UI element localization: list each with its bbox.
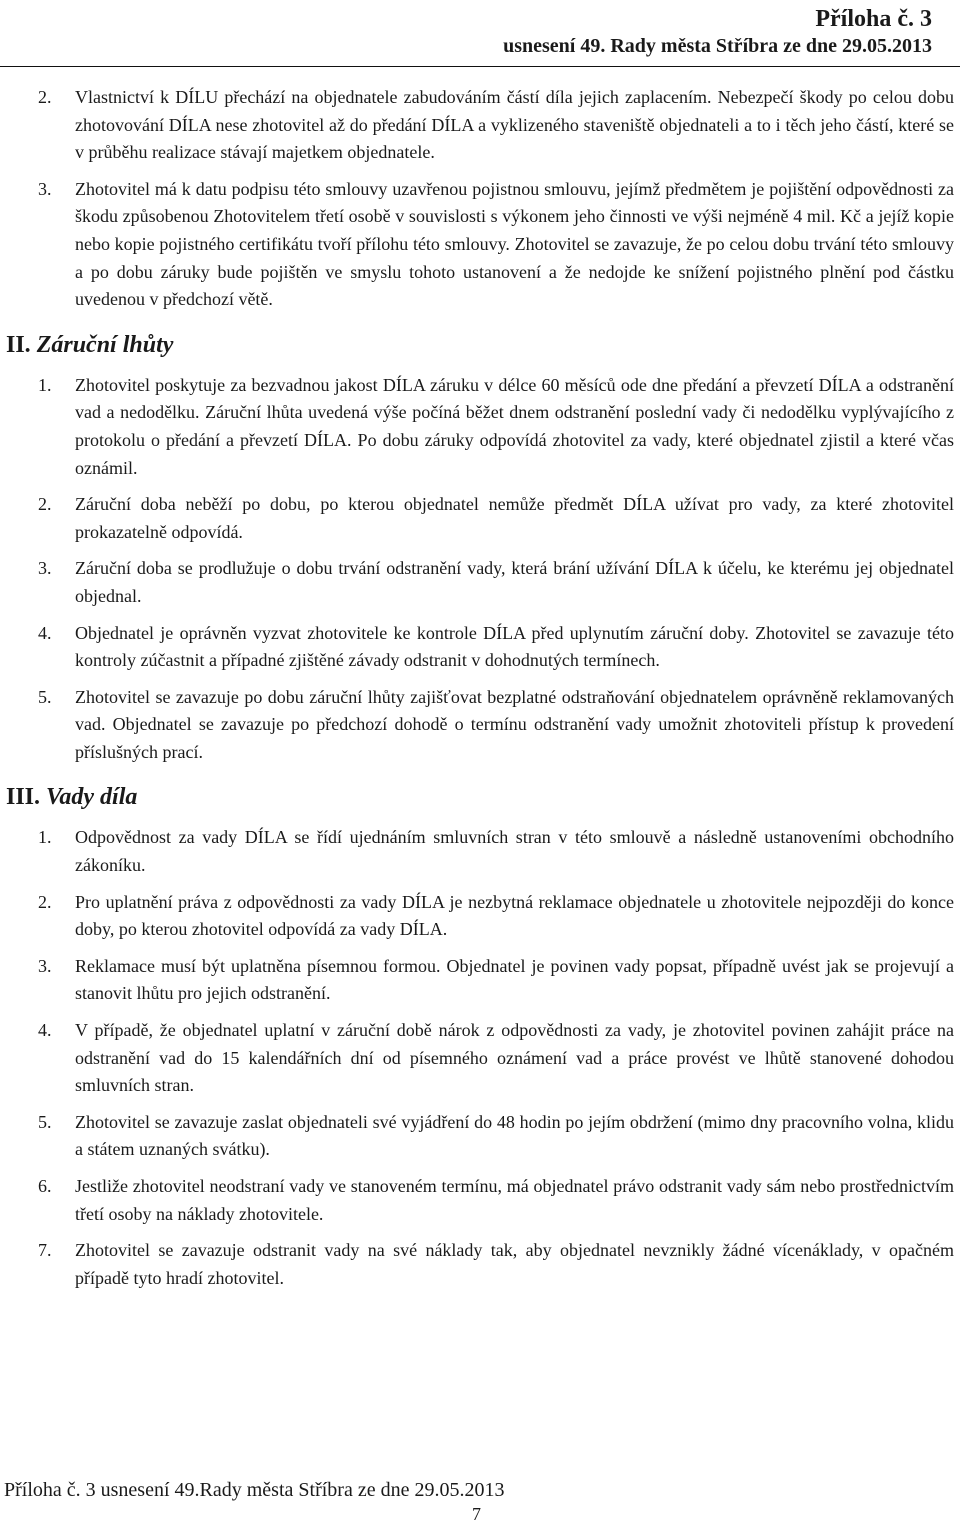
item-number: 7. bbox=[38, 1240, 52, 1261]
item-number: 2. bbox=[38, 87, 52, 107]
item-number: 2. bbox=[38, 891, 52, 912]
list-item bbox=[38, 1173, 954, 1228]
list-item bbox=[38, 953, 954, 1008]
section-number: II. bbox=[6, 331, 31, 358]
list-item bbox=[38, 620, 954, 675]
item-number: 4. bbox=[38, 622, 52, 643]
list-item bbox=[38, 1237, 954, 1292]
document-body bbox=[6, 84, 954, 1301]
item-number: 3. bbox=[38, 955, 52, 976]
item-text: Zhotovitel se zavazuje zaslat objednateli své vyjádření do 48 hodin po jejím obdržení (mimo dny pracovního volna, klidu a státem uznaných svátku). bbox=[75, 1111, 954, 1160]
section-number: III. bbox=[6, 784, 41, 811]
list-item bbox=[38, 372, 954, 482]
header-divider bbox=[0, 66, 960, 67]
item-number: 3. bbox=[38, 178, 52, 199]
page-number: 7 bbox=[472, 1504, 481, 1524]
list-item bbox=[38, 684, 954, 767]
page-header bbox=[503, 4, 932, 58]
list-item bbox=[38, 824, 954, 879]
section-title: Vady díla bbox=[46, 784, 138, 811]
item-text: Zhotovitel se zavazuje po dobu záruční lhůty zajišťovat bezplatné odstraňování objednatelem oprávněně reklamovaných vad. Objednatel se zavazuje po předchozí dohodě o termínu odstranění vady umožnit zhotoviteli přístup k provedení příslušných prací. bbox=[75, 686, 954, 762]
page-footer: Příloha č. 3 usnesení 49.Rady města Stříbra ze dne 29.05.2013 bbox=[4, 1479, 505, 1501]
list-item bbox=[38, 491, 954, 546]
header-title: Příloha č. 3 bbox=[815, 6, 932, 32]
item-text: Vlastnictví k DÍLU přechází na objednatele zabudováním částí díla jejich zaplacením. Nebezpečí škody po celou dobu zhotovování DÍLA nese zhotovitel až do předání DÍLA a vyklizeného staveniště objednateli a to i těch jeho částí, které se v průběhu realizace stávají majetkem objednatele. bbox=[75, 87, 954, 163]
list-item bbox=[38, 889, 954, 944]
item-number: 4. bbox=[38, 1020, 52, 1041]
item-text: Objednatel je oprávněn vyzvat zhotovitele ke kontrole DÍLA před uplynutím záruční doby. Zhotovitel se zavazuje této kontroly zúčastnit a případné zjištěné závady odstranit v dohodnutých termínech. bbox=[75, 622, 954, 671]
section-title: Záruční lhůty bbox=[36, 331, 174, 358]
item-text: Zhotovitel má k datu podpisu této smlouvy uzavřenou pojistnou smlouvu, jejímž předmětem je pojištění odpovědnosti za škodu způsobenou Zhotovitelem třetí osobě v souvislosti s výkonem jeho činnosti ve výši nejméně 4 mil. Kč a jejíž kopie nebo kopie pojistného certifikátu tvoří přílohu této smlouvy. Zhotovitel se zavazuje, že po celou dobu trvání této smlouvy a po dobu záruky bude pojištěn ve smyslu tohoto ustanovení a že nedojde ke snížení pojistného plnění pod částku uvedenou v předchozí větě. bbox=[75, 178, 954, 310]
item-number: 5. bbox=[38, 686, 52, 707]
item-number: 6. bbox=[38, 1176, 52, 1196]
list-item bbox=[38, 1109, 954, 1164]
item-number: 1. bbox=[38, 374, 52, 395]
list-item bbox=[38, 176, 954, 314]
item-number: 1. bbox=[38, 827, 52, 848]
item-text: Záruční doba se prodlužuje o dobu trvání odstranění vady, která brání užívání DÍLA k účelu, ke kterému jej objednatel objednal. bbox=[75, 558, 954, 606]
section-heading-warranty bbox=[6, 330, 954, 360]
item-text: Záruční doba neběží po dobu, po kterou objednatel nemůže předmět DÍLA užívat pro vady, za které zhotovitel prokazatelně odpovídá. bbox=[75, 494, 954, 542]
item-text: Jestliže zhotovitel neodstraní vady ve stanoveném termínu, má objednatel právo odstranit vady sám nebo prostřednictvím třetí osoby na náklady zhotovitele. bbox=[75, 1176, 954, 1224]
item-text: Zhotovitel poskytuje za bezvadnou jakost DÍLA záruku v délce 60 měsíců ode dne předání a převzetí DÍLA a odstranění vad a nedodělku. Záruční lhůta uvedená výše počíná běžet dnem odstranění poslední vady či nedodělku vyplývajícího z protokolu o předání a převzetí DÍLA. Po dobu záruky odpovídá zhotovitel za vady, které objednatel zjistil a které včas oznámil. bbox=[75, 374, 954, 478]
list-item bbox=[38, 84, 954, 167]
section-heading-defects bbox=[6, 782, 954, 812]
item-text: Pro uplatnění práva z odpovědnosti za vady DÍLA je nezbytná reklamace objednatele u zhotovitele nejpozději do konce doby, po kterou zhotovitel odpovídá za vady DÍLA. bbox=[75, 891, 954, 940]
list-item bbox=[38, 1017, 954, 1100]
item-text: Odpovědnost za vady DÍLA se řídí ujednáním smluvních stran v této smlouvě a následně ustanoveními obchodního zákoníku. bbox=[75, 827, 954, 876]
header-subtitle: usnesení 49. Rady města Stříbra ze dne 29.05.2013 bbox=[503, 35, 932, 57]
item-number: 5. bbox=[38, 1111, 52, 1132]
list-item bbox=[38, 555, 954, 610]
item-number: 2. bbox=[38, 494, 52, 515]
item-text: V případě, že objednatel uplatní v záruční době nárok z odpovědnosti za vady, je zhotovitel povinen zahájit práce na odstranění vad do 15 kalendářních dní od písemného oznámení vad a práce provést ve lhůtě stanovené dohodou smluvních stran. bbox=[75, 1020, 954, 1096]
item-text: Zhotovitel se zavazuje odstranit vady na své náklady tak, aby objednatel nevznikly žádné vícenáklady, v opačném případě tyto hradí zhotovitel. bbox=[75, 1240, 954, 1288]
item-number: 3. bbox=[38, 558, 52, 579]
item-text: Reklamace musí být uplatněna písemnou formou. Objednatel je povinen vady popsat, případně uvést jak se projevují a stanovit lhůtu pro jejich odstranění. bbox=[75, 955, 954, 1004]
